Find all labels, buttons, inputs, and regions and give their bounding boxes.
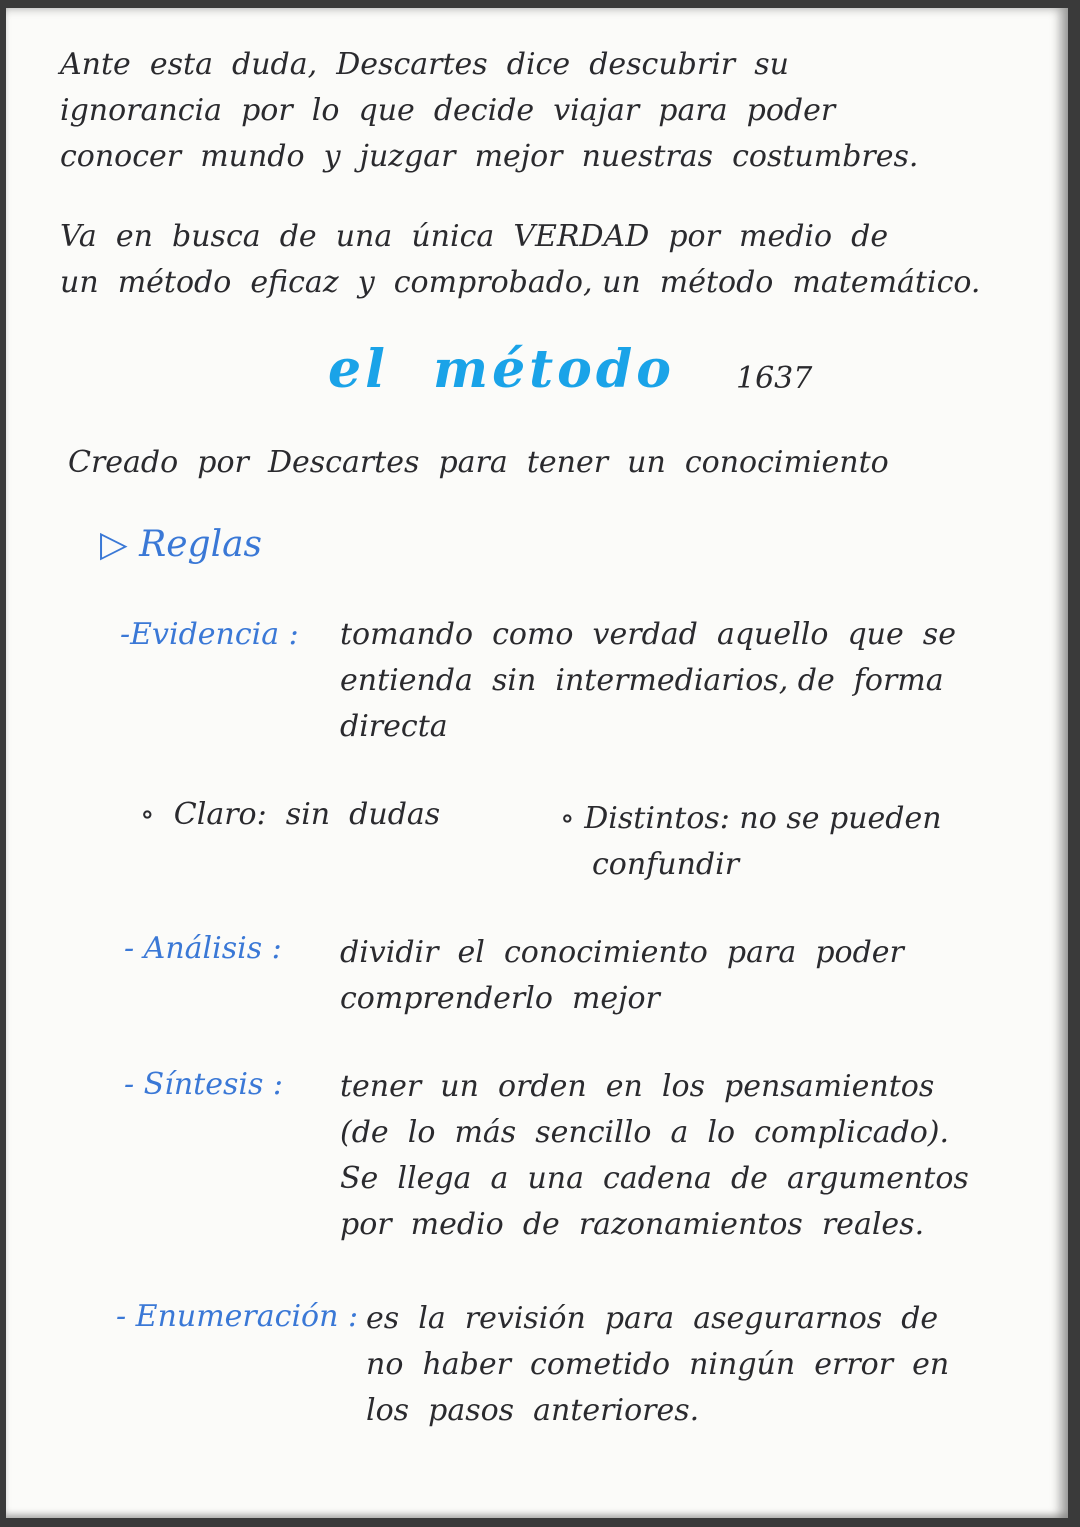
intro-line: Ante esta duda, Descartes dice descubrir su	[60, 47, 789, 82]
rule-text: no haber cometido ningún error en	[366, 1347, 950, 1382]
intro-line: conocer mundo y juzgar mejor nuestras costumbres.	[60, 139, 919, 174]
rule-label-enumeracion: - Enumeración :	[116, 1299, 359, 1334]
section-year: 1637	[736, 361, 813, 396]
rule-text: directa	[340, 709, 448, 744]
distintos-item: confundir	[592, 847, 740, 882]
rule-text: tener un orden en los pensamientos	[340, 1069, 935, 1104]
rule-text: tomando como verdad aquello que se	[340, 617, 956, 652]
rule-text: entienda sin intermediarios, de forma	[340, 663, 944, 698]
rule-text: Se llega a una cadena de argumentos	[340, 1161, 969, 1196]
intro-line: Va en busca de una única VERDAD por medio de	[60, 219, 889, 254]
intro-line: un método eficaz y comprobado, un método matemático.	[60, 265, 981, 300]
rule-text: por medio de razonamientos reales.	[340, 1207, 925, 1242]
distintos-item: ∘ Distintos: no se pueden	[560, 801, 942, 836]
section-subtitle: Creado por Descartes para tener un conocimiento	[68, 445, 889, 480]
section-title: el método	[328, 339, 675, 400]
rule-text: comprenderlo mejor	[340, 981, 660, 1016]
intro-line: ignorancia por lo que decide viajar para poder	[60, 93, 836, 128]
claro-item: ∘ Claro: sin dudas	[140, 797, 441, 832]
rule-label-analisis: - Análisis :	[124, 931, 282, 966]
rule-label-evidencia: -Evidencia :	[120, 617, 299, 652]
rule-text: es la revisión para asegurarnos de	[366, 1301, 939, 1336]
rule-text: (de lo más sencillo a lo complicado).	[340, 1115, 950, 1150]
rules-heading: ▷ Reglas	[100, 524, 263, 565]
rule-label-sintesis: - Síntesis :	[124, 1067, 283, 1102]
rule-text: los pasos anteriores.	[366, 1393, 700, 1428]
rule-text: dividir el conocimiento para poder	[340, 935, 904, 970]
